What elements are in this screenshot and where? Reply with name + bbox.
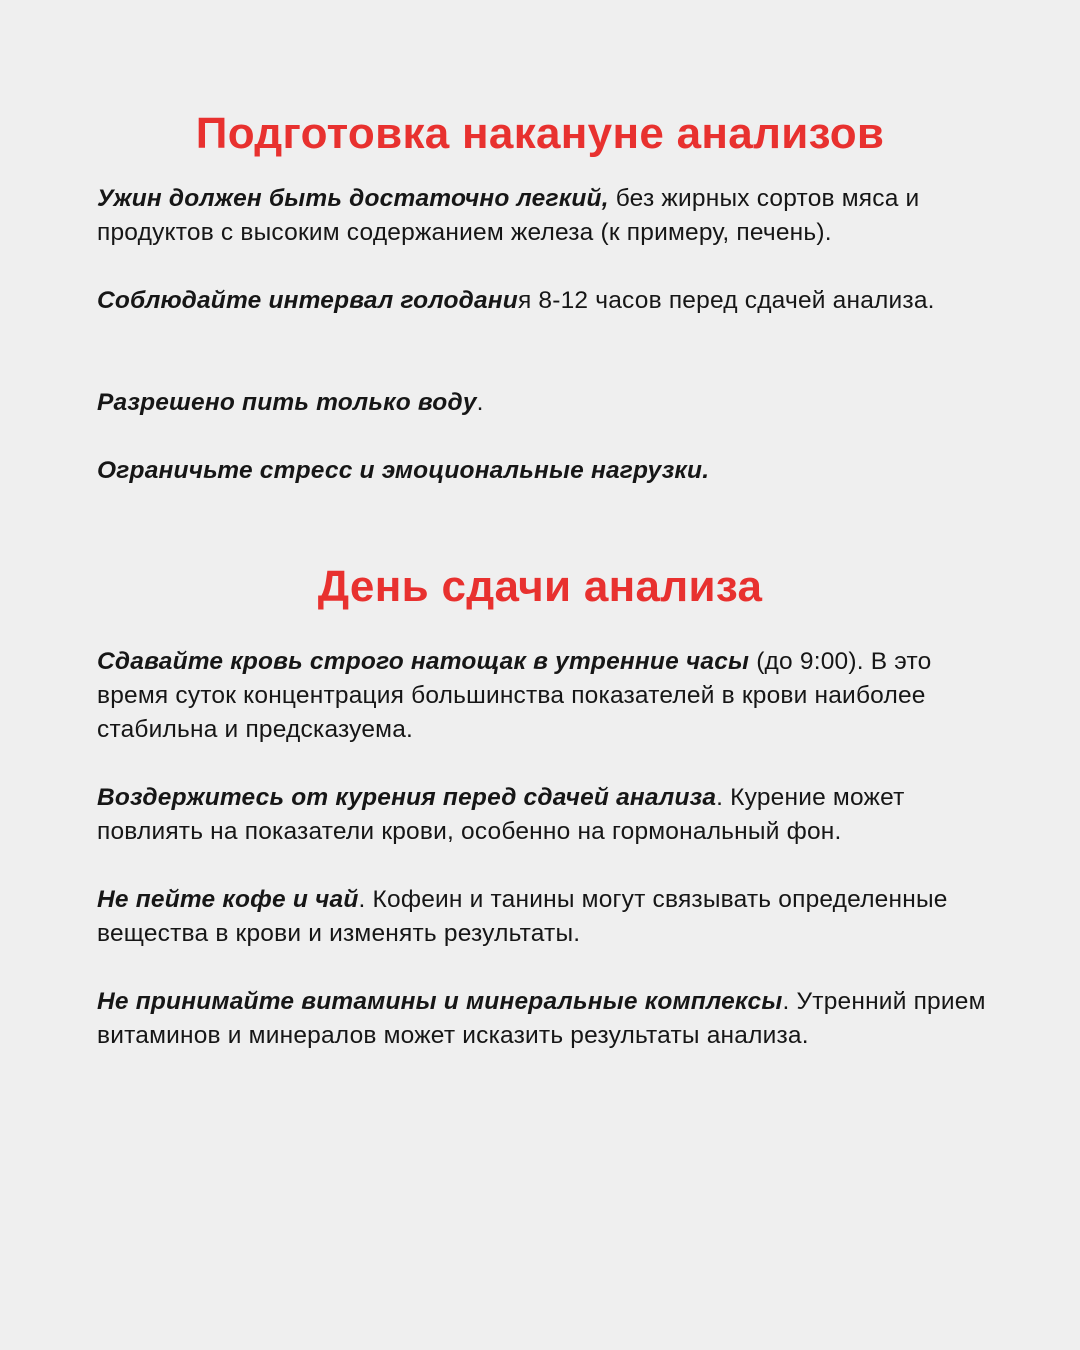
tip-text: . Кофеин и танины могут связывать определенные вещества в крови и изменять результаты.: [97, 886, 948, 947]
section-title-preparation: Подготовка накануне анализов: [195, 109, 885, 158]
tip-fasting-interval: [97, 284, 987, 318]
tip-limit-stress: [97, 454, 987, 488]
tip-emphasis: Воздержитесь от курения перед сдачей анализа: [97, 784, 717, 811]
tip-emphasis: Сдавайте кровь строго натощак в утренние часы: [97, 648, 750, 675]
tip-text: без жирных сортов мяса и продуктов с высоким содержанием железа (к примеру, печень).: [97, 185, 920, 246]
tip-text: . Курение может повлиять на показатели крови, особенно на гормональный фон.: [97, 784, 905, 845]
tip-emphasis: Ужин должен быть достаточно легкий,: [97, 185, 609, 212]
tip-text: (до 9:00). В это время суток концентрация большинства показателей в крови наиболее стабильна и предсказуема.: [97, 648, 932, 743]
tip-fasting-morning: [97, 645, 987, 747]
tip-text: . Утренний прием витаминов и минералов может исказить результаты анализа.: [97, 988, 986, 1049]
tip-no-coffee-tea: [97, 883, 987, 951]
tip-light-dinner: [97, 182, 987, 250]
tip-water-only: [97, 386, 987, 420]
tip-text: я 8-12 часов перед сдачей анализа.: [517, 287, 935, 314]
tip-emphasis: Ограничьте стресс и эмоциональные нагрузки.: [97, 457, 710, 484]
tip-emphasis: Разрешено пить только воду: [97, 389, 477, 416]
tip-text: .: [476, 389, 484, 416]
section-title-test-day: День сдачи анализа: [317, 562, 763, 611]
tip-emphasis: Не принимайте витамины и минеральные комплексы: [97, 988, 783, 1015]
tip-no-vitamins: [97, 985, 987, 1053]
tip-emphasis: Соблюдайте интервал голодани: [97, 287, 518, 314]
tip-no-smoking: [97, 781, 987, 849]
tip-emphasis: Не пейте кофе и чай: [97, 886, 359, 913]
